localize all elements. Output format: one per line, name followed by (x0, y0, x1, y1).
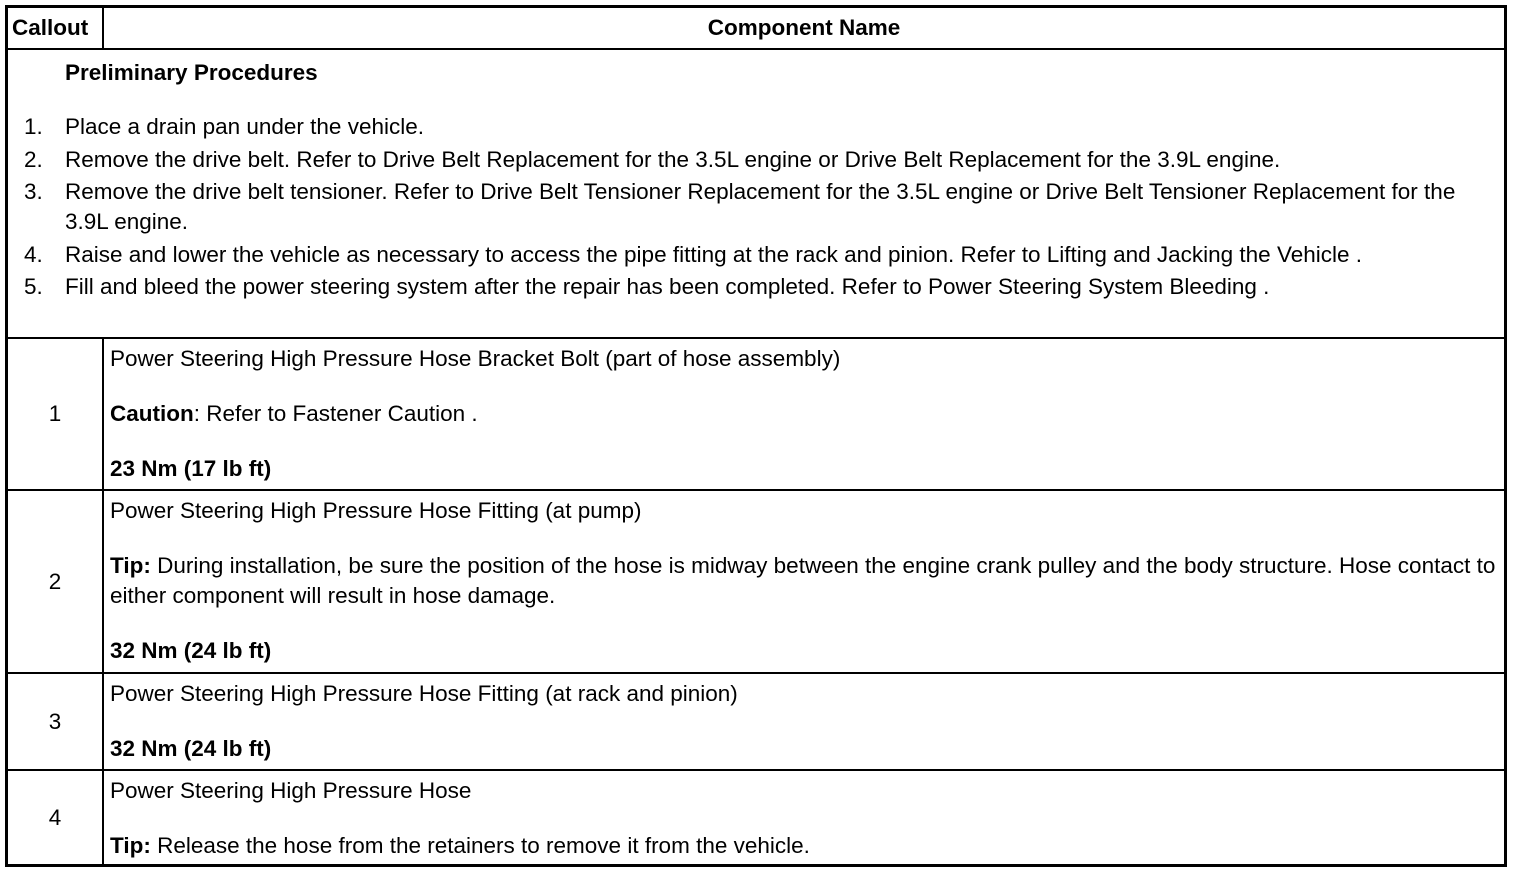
list-item (24, 272, 1492, 302)
table-row (8, 770, 1504, 865)
note-text: : Refer to Fastener Caution . (193, 401, 478, 426)
tip-note (110, 551, 1498, 611)
table-row (8, 673, 1504, 770)
step-text: Place a drain pan under the vehicle. (65, 114, 424, 139)
step-text: Remove the drive belt tensioner. Refer to Drive Belt Tensioner Replacement for the 3.5L engine or Drive Belt Tensioner Replacement for the 3.9L engine. (65, 179, 1456, 234)
step-number: 3. (24, 179, 43, 204)
step-number: 5. (24, 274, 43, 299)
document-frame (5, 5, 1507, 867)
torque-spec: 32 Nm (24 lb ft) (110, 736, 272, 761)
component-name: Power Steering High Pressure Hose Bracket Bolt (part of hose assembly) (110, 346, 841, 371)
note-label: Tip: (110, 553, 151, 578)
torque-spec: 32 Nm (24 lb ft) (110, 638, 272, 663)
torque-spec: 23 Nm (17 lb ft) (110, 456, 272, 481)
preliminary-title: Preliminary Procedures (65, 60, 318, 85)
preliminary-steps (24, 112, 1492, 302)
preliminary-cell (8, 49, 1504, 338)
component-cell (103, 490, 1504, 673)
step-number: 2. (24, 146, 43, 172)
note-text: During installation, be sure the position of the hose is midway between the engine crank pulley and the body structure. Hose contact to either component will result in hose damage. (110, 553, 1496, 608)
step-text: Remove the drive belt. Refer to Drive Belt Replacement for the 3.5L engine or Drive Belt Replacement for the 3.9L engine. (65, 146, 1281, 172)
list-item (24, 177, 1492, 237)
preliminary-row (8, 49, 1504, 338)
callout-number: 4 (8, 770, 103, 865)
note-label: Caution (110, 401, 194, 426)
step-text: Fill and bleed the power steering system after the repair has been completed. Refer to Power Steering System Bleeding . (65, 274, 1270, 299)
caution-note (110, 399, 1498, 429)
component-name: Power Steering High Pressure Hose (110, 778, 472, 803)
callout-number: 1 (8, 338, 103, 490)
list-item (24, 145, 1492, 175)
callout-number: 2 (8, 490, 103, 673)
component-table (8, 8, 1504, 865)
note-text: Release the hose from the retainers to remove it from the vehicle. (150, 833, 810, 858)
component-column-header: Component Name (103, 8, 1504, 49)
component-cell (103, 673, 1504, 770)
tip-note (110, 831, 1498, 861)
step-number: 4. (24, 241, 43, 267)
component-name: Power Steering High Pressure Hose Fitting (at pump) (110, 498, 642, 523)
step-text: Raise and lower the vehicle as necessary to access the pipe fitting at the rack and pinion. Refer to Lifting and Jacking the Vehicle . (65, 241, 1363, 267)
step-number: 1. (24, 114, 43, 139)
note-label: Tip: (110, 833, 151, 858)
table-header-row (8, 8, 1504, 49)
component-name: Power Steering High Pressure Hose Fitting (at rack and pinion) (110, 681, 738, 706)
list-item (24, 112, 1492, 142)
component-cell (103, 770, 1504, 865)
table-row (8, 338, 1504, 490)
callout-number: 3 (8, 673, 103, 770)
table-row (8, 490, 1504, 673)
list-item (24, 240, 1492, 270)
component-cell (103, 338, 1504, 490)
callout-column-header: Callout (8, 8, 103, 49)
